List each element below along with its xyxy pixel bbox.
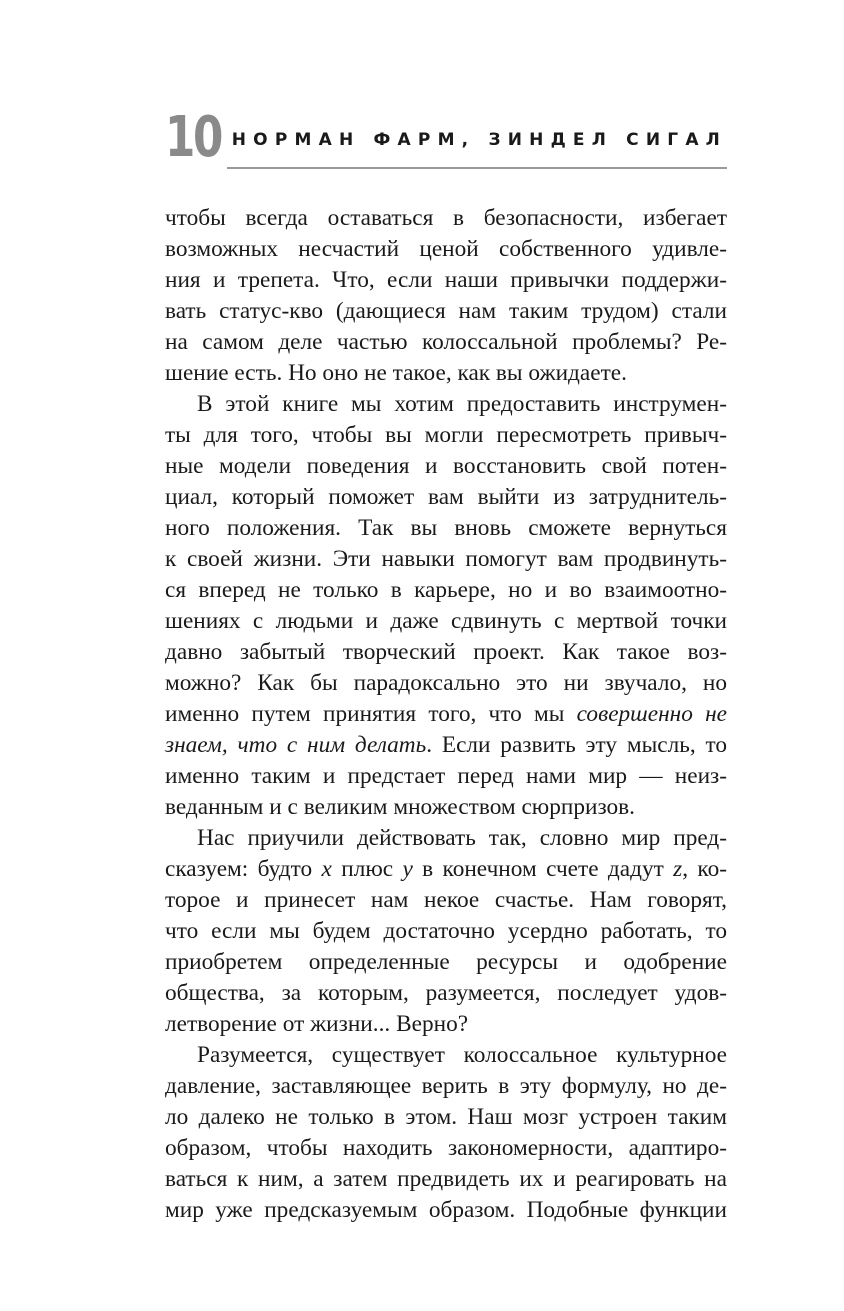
running-head: НОРМАН ФАРМ, ЗИНДЕЛ СИГАЛ — [231, 130, 727, 150]
text-line: летворение от жизни... Верно? — [165, 1011, 469, 1037]
text-line: ния и трепета. Что, если наши привычки поддержи- — [165, 267, 727, 293]
italic-variable: z — [673, 856, 683, 882]
text-line: возможных несчастий ценой собственного удивле- — [165, 236, 727, 262]
header-rule — [227, 167, 727, 169]
italic-text: совершенно не — [576, 701, 728, 727]
text-line: к своей жизни. Эти навыки помогут вам продвинуть- — [165, 546, 727, 572]
body-text — [165, 203, 727, 1226]
text-run: , ко- — [682, 856, 727, 882]
text-run: плюс — [331, 856, 403, 882]
text-line: чтобы всегда оставаться в безопасности, избегает — [165, 205, 727, 231]
text-run: сказуем: будто — [165, 856, 322, 882]
text-line: шение есть. Но оно не такое, как вы ожидаете. — [165, 360, 627, 386]
text-line: шениях с людьми и даже сдвинуть с мертвой точки — [165, 608, 727, 634]
text-line: В этой книге мы хотим предоставить инструмен- — [197, 391, 727, 417]
text-line: вать статус-кво (дающиеся нам таким трудом) стали — [165, 298, 727, 324]
text-line: ты для того, чтобы вы могли пересмотреть привыч- — [165, 422, 727, 448]
page-header — [165, 105, 727, 170]
text-line: циал, который поможет вам выйти из затруднитель- — [165, 484, 727, 510]
text-line: ваться к ним, а затем предвидеть их и реагировать на — [165, 1166, 727, 1192]
text-line: на самом деле частью колоссальной проблемы? Ре- — [165, 329, 727, 355]
text-line: общества, за которым, разумеется, последует удов- — [165, 980, 727, 1006]
text-run: . Если развить эту мысль, то — [426, 732, 727, 758]
text-line: Разумеется, существует колоссальное культурное — [197, 1042, 727, 1068]
italic-variable: y — [402, 856, 413, 882]
text-line: давно забытый творческий проект. Как такое воз- — [165, 639, 727, 665]
text-line: ся вперед не только в карьере, но и во взаимоотно- — [165, 577, 727, 603]
text-line: веданным и с великим множеством сюрпризов. — [165, 794, 635, 820]
italic-variable: x — [321, 856, 332, 882]
text-line: торое и принесет нам некое счастье. Нам говорят, — [165, 887, 727, 913]
text-line: ного положения. Так вы вновь сможете вернуться — [165, 515, 727, 541]
text-line: мир уже предсказуемым образом. Подобные функции — [165, 1197, 727, 1223]
text-line: можно? Как бы парадоксально это ни звучало, но — [165, 670, 727, 696]
text-line: именно таким и предстает перед нами мир — неиз- — [165, 763, 727, 789]
italic-text: знаем, что с ним делать — [165, 732, 427, 758]
text-line — [165, 730, 727, 761]
text-line — [165, 854, 727, 885]
text-line: приобретем определенные ресурсы и одобрение — [165, 949, 727, 975]
text-run: именно путем принятия того, что мы — [165, 701, 577, 727]
text-line — [165, 699, 727, 730]
text-run: в конечном счете дадут — [412, 856, 674, 882]
text-line: ло далеко не только в этом. Наш мозг устроен таким — [165, 1104, 727, 1130]
text-line: что если мы будем достаточно усердно работать, то — [165, 918, 727, 944]
text-line: ные модели поведения и восстановить свой потен- — [165, 453, 727, 479]
text-line: давление, заставляющее верить в эту формулу, но де- — [165, 1073, 727, 1099]
page-number: 10 — [165, 105, 222, 170]
text-line: образом, чтобы находить закономерности, адаптиро- — [165, 1135, 727, 1161]
text-line: Нас приучили действовать так, словно мир пред- — [197, 825, 727, 851]
